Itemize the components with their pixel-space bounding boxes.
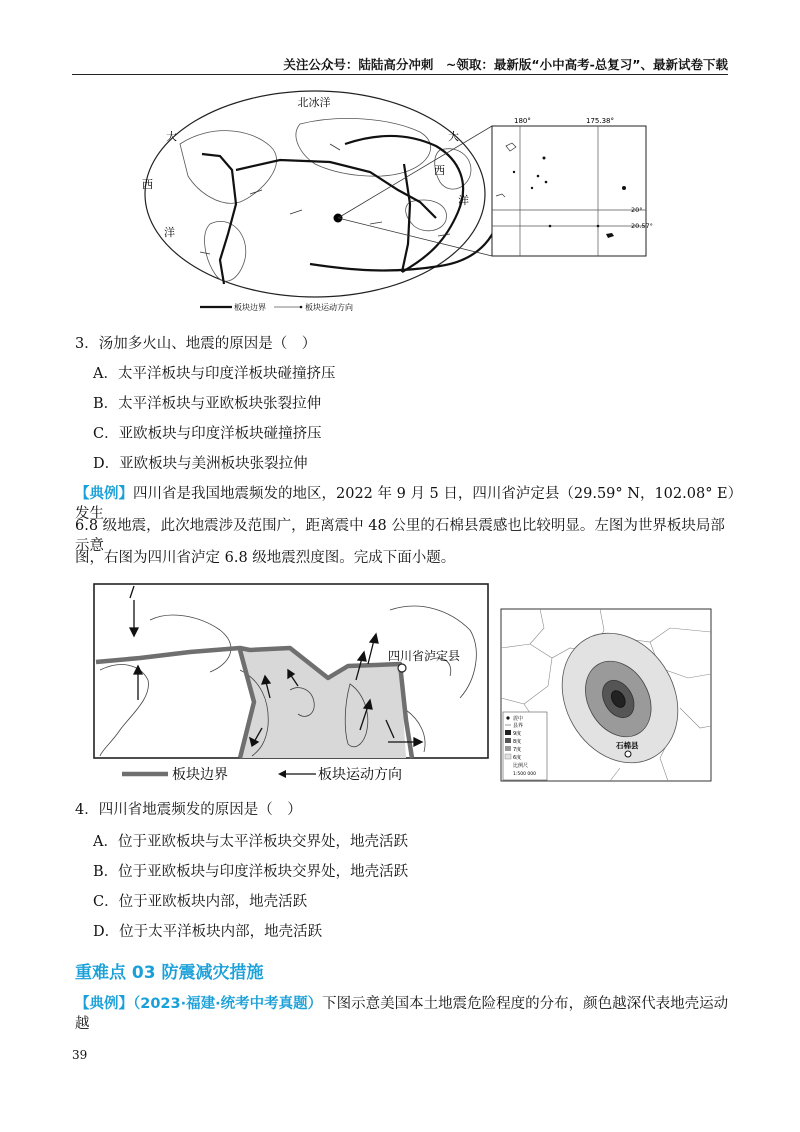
- inset-lon-label-175: 175.38°: [586, 117, 614, 125]
- plate-boundary-line: [345, 136, 463, 272]
- label-atlantic-da-left: 大: [166, 130, 177, 143]
- example-2-source: （2023·福建·统考中考真题）: [133, 996, 323, 1012]
- tonga-inset-box: [492, 126, 646, 256]
- intensity-map-figure: [500, 608, 712, 782]
- world-plate-map-svg: [140, 84, 653, 316]
- example-1-line-2: 6.8 级地震，此次地震涉及范围广，距离震中 48 公里的石棉县震感也比较明显。左图为世界板块局部示意: [75, 518, 725, 554]
- legend-arrow-head: [278, 770, 286, 778]
- legend-boundary-text: 板块边界: [234, 303, 266, 312]
- legend-swatch-7: [505, 746, 511, 751]
- plate-boundary-line: [402, 164, 410, 272]
- legend-epicenter-symbol: [506, 716, 509, 719]
- label-arctic-ocean: 北冰洋: [297, 96, 331, 109]
- question-4-stem: 4．四川省地震频发的原因是（ ）: [75, 802, 302, 818]
- header-rule: [72, 74, 728, 75]
- legend-6-text: 6度: [513, 755, 522, 761]
- label-atlantic-yang-right: 洋: [458, 194, 469, 207]
- intensity-map-svg: [500, 608, 712, 782]
- legend-direction-text: 板块运动方向: [318, 767, 402, 783]
- question-3-option-a[interactable]: A．太平洋板块与印度洋板块碰撞挤压: [93, 366, 336, 382]
- legend-boundary-text: 板块边界: [172, 767, 228, 783]
- coastline: [205, 221, 246, 281]
- page-number: 39: [72, 1048, 88, 1062]
- question-4-option-a[interactable]: A．位于亚欧板块与太平洋板块交界处，地壳活跃: [93, 834, 408, 850]
- legend-7-text: 7度: [513, 747, 522, 753]
- example-1-text-1: 四川省是我国地震频发的地区，2022 年 9 月 5 日，四川省泸定县（29.59° N，102.08° E）发生: [75, 486, 735, 522]
- label-atlantic-xi-left: 西: [142, 178, 153, 191]
- legend-9-text: 9度: [513, 731, 522, 737]
- inset-lat-label-20-57: 20.57°: [631, 222, 653, 230]
- coastline: [296, 118, 431, 176]
- legend-8-text: 8度: [513, 739, 522, 745]
- section-title: 重难点 03 防震减灾措施: [75, 963, 264, 983]
- question-4-option-d[interactable]: D．位于太平洋板块内部，地壳活跃: [93, 924, 323, 940]
- label-atlantic-da-right: 大: [448, 130, 459, 143]
- plate-boundary-line: [202, 154, 236, 284]
- legend-epicenter-text: 震中: [513, 716, 524, 722]
- legend-scale-value: 1:500 000: [513, 772, 536, 777]
- legend-county-text: 县界: [513, 723, 524, 729]
- example-2-line: [75, 994, 735, 1034]
- plate-map-left-figure: [90, 580, 492, 786]
- question-3-option-d[interactable]: D．亚欧板块与美洲板块张裂拉伸: [93, 456, 308, 472]
- question-4-option-b[interactable]: B．位于亚欧板块与印度洋板块交界处，地壳活跃: [93, 864, 409, 880]
- example-2-tag: 【典例】: [75, 996, 133, 1012]
- example-1-line-3: 图，右图为四川省泸定 6.8 级地震烈度图。完成下面小题。: [75, 550, 456, 566]
- question-4-option-c[interactable]: C．位于亚欧板块内部，地壳活跃: [93, 894, 308, 910]
- label-atlantic-xi-right: 西: [434, 164, 445, 177]
- world-plate-map-figure: [140, 84, 653, 316]
- shimian-county-marker: [625, 751, 631, 757]
- legend-scale-text: 比例尺: [513, 763, 529, 769]
- question-3-stem: 3．汤加多火山、地震的原因是（ ）: [75, 336, 317, 352]
- label-atlantic-yang-left: 洋: [164, 226, 175, 239]
- example-1-tag: 【典例】: [75, 486, 133, 502]
- shimian-county-label: 石棉县: [616, 741, 639, 750]
- question-3-option-c[interactable]: C．亚欧板块与印度洋板块碰撞挤压: [93, 426, 322, 442]
- legend-swatch-8: [505, 738, 511, 743]
- legend-arrow-head: [300, 306, 303, 309]
- coastline: [406, 200, 447, 231]
- plate-map-left-svg: [90, 580, 492, 786]
- page-header: 关注公众号：陆陆高分冲刺 ~领取：最新版“小中高考-总复习”、最新试卷下载: [283, 57, 728, 72]
- legend-swatch-6: [505, 754, 511, 759]
- question-3-option-b[interactable]: B．太平洋板块与亚欧板块张裂拉伸: [93, 396, 322, 412]
- luding-county-marker: [398, 664, 406, 672]
- legend-direction-text: 板块运动方向: [305, 303, 353, 312]
- legend-swatch-9: [505, 730, 511, 735]
- luding-county-label: 四川省泸定县: [388, 649, 461, 663]
- inset-lon-label-180: 180°: [514, 117, 531, 125]
- inset-lat-label-20: 20°: [631, 206, 643, 214]
- example-2-text: 下图示意美国本土地震危险程度的分布，颜色越深代表地壳运动越: [75, 996, 729, 1032]
